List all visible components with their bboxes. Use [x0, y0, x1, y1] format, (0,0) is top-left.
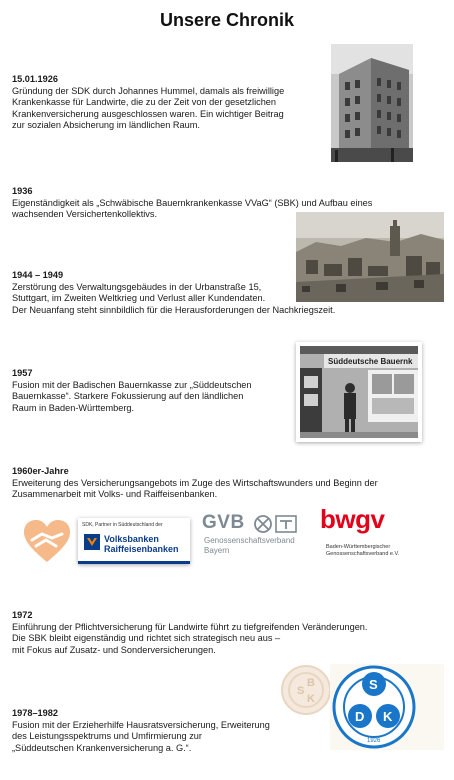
- entry-text: Eigenständigkeit als „Schwäbische Bauernkrankenkasse VVaG“ (SBK) und Aufbau eines wachsenden Versichertenkollektivs.: [12, 197, 373, 220]
- entry-date: 1944 – 1949: [12, 270, 64, 280]
- gvb-mark: GVB: [202, 512, 245, 533]
- exhibit-banner-text: Süddeutsche Bauernk: [328, 357, 413, 366]
- gvb-line1: Genossenschaftsverband: [204, 536, 295, 545]
- sdk-letter-d: D: [355, 709, 365, 724]
- gvb-emblem-icon: [275, 515, 297, 533]
- entry-text: Gründung der SDK durch Johannes Hummel, damals als freiwillige Krankenkasse für Landwirte, die zu der Zeit von der gesetzlichen Krankenversicherung ausgeschlossen waren. Ein wichtiger Beitrag zur sozialen Absicherung im ländlichen Raum.: [12, 85, 285, 131]
- exhibition-photo-1957: [296, 342, 422, 442]
- vr-line1: Volksbanken: [104, 534, 159, 544]
- timeline-entry-1926: [12, 74, 332, 132]
- sbk-letter-k: K: [307, 693, 315, 705]
- entry-date: 1978–1982: [12, 708, 58, 718]
- bwgv-logo: [320, 504, 424, 568]
- sdk-letter-s: S: [369, 677, 378, 692]
- timeline-entry-1960s: [12, 466, 442, 501]
- entry-date: 1972: [12, 610, 33, 620]
- vr-caption: SDK, Partner in Süddeutschland der: [82, 522, 163, 528]
- entry-date: 1936: [12, 186, 33, 196]
- entry-text: Einführung der Pflichtversicherung für Landwirte führt zu tiefgreifenden Veränderungen. Die SBK bleibt eigenständig und richtet sich strategisch neu aus – mit Fokus auf Zusatz- und Sonderversicherungen.: [12, 621, 368, 655]
- gvb-cross-icon: [254, 515, 272, 533]
- gvb-logo: [202, 512, 306, 562]
- entry-date: 1960er-Jahre: [12, 466, 69, 476]
- timeline-entry-1978: [12, 708, 322, 754]
- timeline-entry-1972: [12, 610, 442, 656]
- entry-date: 1957: [12, 368, 33, 378]
- sbk-letter-s: S: [297, 685, 305, 697]
- entry-date: 15.01.1926: [12, 74, 58, 84]
- bwgv-line1: Baden-Württembergischer: [326, 544, 391, 550]
- sbk-letter-b: B: [307, 677, 315, 689]
- entry-text: Erweiterung des Versicherungsangebots im Zuge des Wirtschaftswunders und Beginn der Zusammenarbeit mit Volks- und Raiffeisenbanken.: [12, 477, 378, 500]
- volksbanken-raiffeisenbanken-logo: [78, 518, 190, 564]
- bwgv-mark: bwgv: [320, 504, 385, 534]
- building-photo-1926: [331, 44, 413, 162]
- entry-text: Fusion mit der Erzieherhilfe Hausratsversicherung, Erweiterung des Leistungsspektrums und Umfirmierung zur „Süddeutschen Krankenversicherung a. G.“.: [12, 719, 270, 753]
- bwgv-line2: Genossenschaftsverband e.V.: [326, 551, 400, 557]
- entry-text: Zerstörung des Verwaltungsgebäudes in der Urbanstraße 15, Stuttgart, im Zweiten Weltkrieg und Verlust aller Kundendaten. Der Neuanfang steht sinnbildlich für die Herausforderungen der Nachkriegszeit.: [12, 281, 336, 315]
- timeline-entry-1944: [12, 270, 442, 316]
- sdk-letter-k: K: [383, 709, 393, 724]
- gvb-line2: Bayern: [204, 546, 230, 555]
- timeline-entry-1957: [12, 368, 302, 414]
- sdk-emblem: [330, 664, 444, 750]
- sdk-year: 1926: [367, 738, 381, 744]
- vr-mark-icon: [84, 534, 100, 550]
- page-title: Unsere Chronik: [159, 10, 295, 30]
- entry-text: Fusion mit der Badischen Bauernkasse zur „Süddeutschen Bauernkasse“. Starkere Fokussierung auf den ländlichen Raum in Baden-Württemberg.: [12, 379, 252, 413]
- vr-line2: Raiffeisenbanken: [104, 544, 179, 554]
- handshake-icon: [22, 518, 72, 564]
- sbk-faded-emblem: [280, 664, 332, 716]
